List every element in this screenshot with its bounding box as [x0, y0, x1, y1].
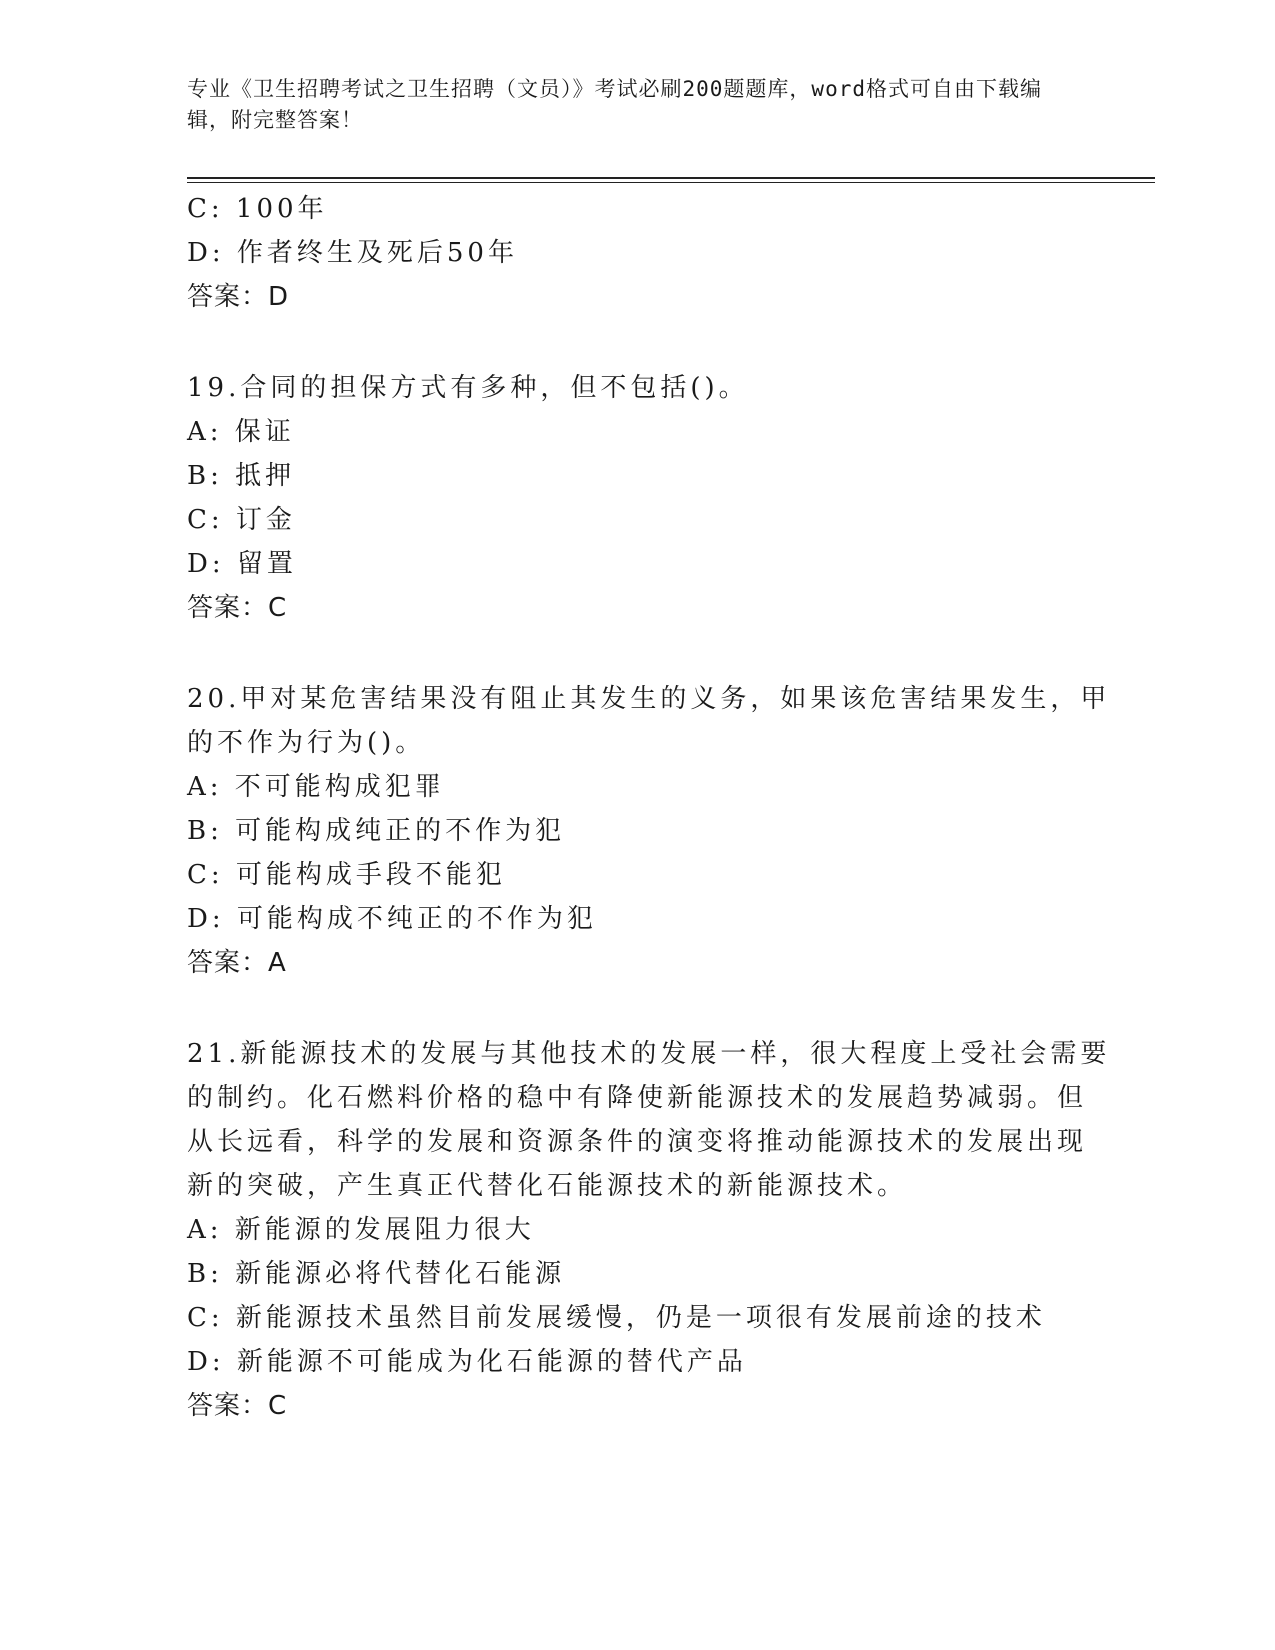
answer: 答案：A	[187, 948, 287, 978]
header-divider-thick	[187, 177, 1155, 179]
question-21-line-1: 21.新能源技术的发展与其他技术的发展一样，很大程度上受社会需要	[187, 1039, 1111, 1069]
option-c: C: 100年	[187, 194, 328, 224]
option-b: B: 可能构成纯正的不作为犯	[187, 816, 566, 846]
option-c: C: 订金	[187, 505, 296, 535]
answer: 答案：D	[187, 282, 290, 312]
question-21-line-4: 新的突破，产生真正代替化石能源技术的新能源技术。	[187, 1171, 908, 1201]
option-d: D: 可能构成不纯正的不作为犯	[187, 904, 597, 934]
question-19: 19.合同的担保方式有多种，但不包括()。	[187, 373, 749, 403]
header-divider-thin	[187, 182, 1155, 183]
option-b: B: 新能源必将代替化石能源	[187, 1259, 566, 1289]
option-d: D: 新能源不可能成为化石能源的替代产品	[187, 1347, 747, 1377]
option-c: C: 可能构成手段不能犯	[187, 860, 506, 890]
option-d: D: 作者终生及死后50年	[187, 238, 518, 268]
document-header: 专业《卫生招聘考试之卫生招聘（文员）》考试必刷200题题库，word格式可自由下载编辑，附完整答案！	[187, 77, 1042, 132]
question-21-line-3: 从长远看，科学的发展和资源条件的演变将推动能源技术的发展出现	[187, 1127, 1088, 1157]
question-21-line-2: 的制约。化石燃料价格的稳中有降使新能源技术的发展趋势减弱。但	[187, 1083, 1088, 1113]
option-a: A: 不可能构成犯罪	[187, 772, 445, 802]
answer: 答案：C	[187, 1391, 288, 1421]
option-a: A: 新能源的发展阻力很大	[187, 1215, 535, 1245]
option-c: C: 新能源技术虽然目前发展缓慢，仍是一项很有发展前途的技术	[187, 1303, 1046, 1333]
answer: 答案：C	[187, 593, 288, 623]
question-20-line-2: 的不作为行为()。	[187, 728, 426, 758]
option-d: D: 留置	[187, 549, 297, 579]
option-b: B: 抵押	[187, 461, 296, 491]
question-20-line-1: 20.甲对某危害结果没有阻止其发生的义务，如果该危害结果发生，甲	[187, 684, 1111, 714]
option-a: A: 保证	[187, 417, 295, 447]
